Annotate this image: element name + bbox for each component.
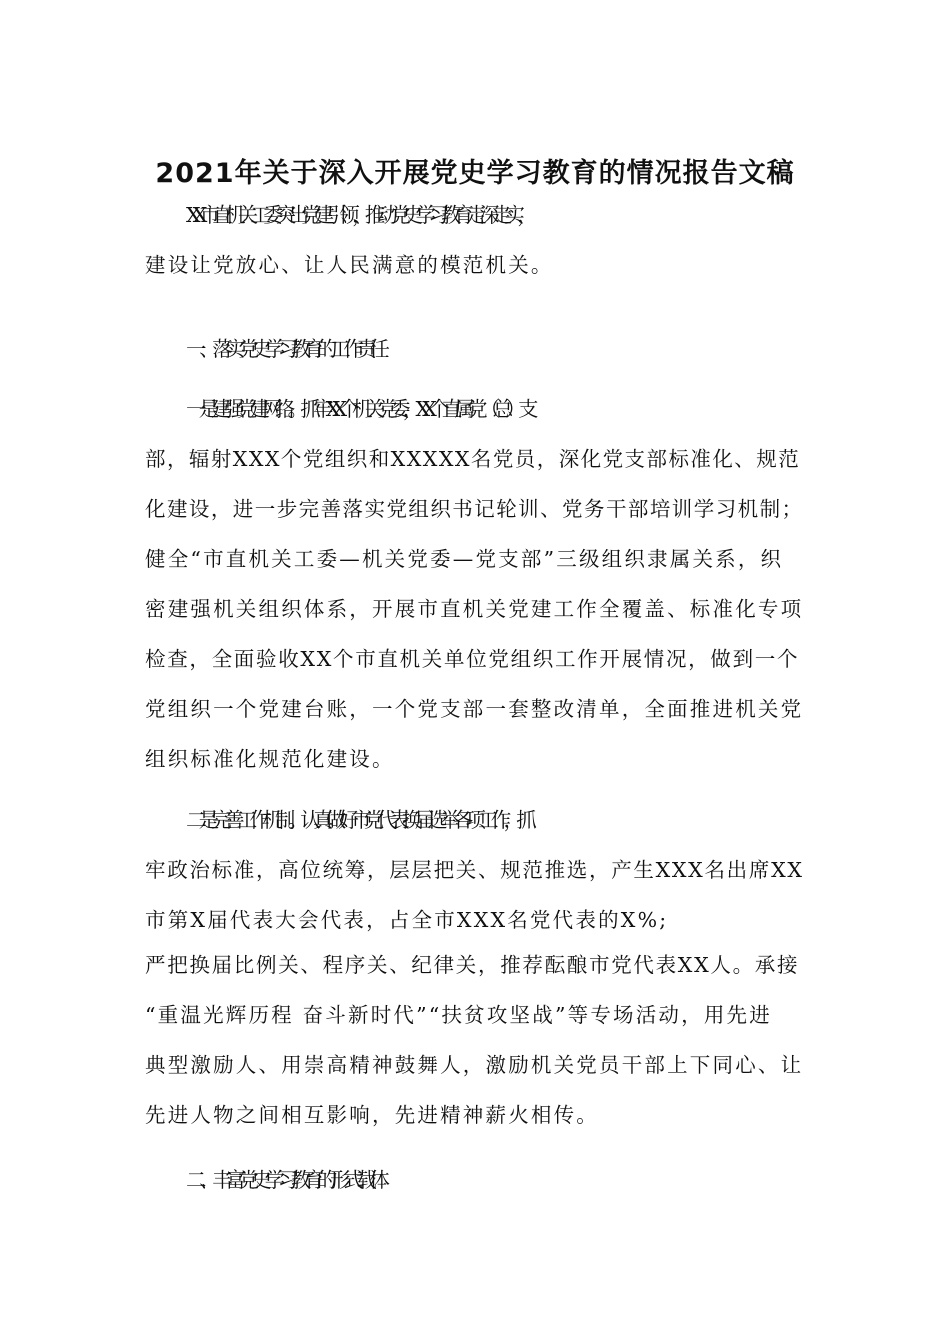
paragraph-line: 部，辐射XXX个党组织和XXXXX名党员，深化党支部标准化、规范 [145, 447, 801, 471]
paragraph-line: 严把换届比例关、程序关、纪律关，推荐酝酿市党代表XX人。承接 [145, 953, 800, 977]
paragraph-line: 检查，全面验收XX个市直机关单位党组织工作开展情况，做到一个 [145, 647, 800, 671]
paragraph-line: “重温光辉历程 奋斗新时代”“扶贫攻坚战”等专场活动，用先进 [145, 1003, 772, 1027]
paragraph-line: 典型激励人、用崇高精神鼓舞人，激励机关党员干部上下同心、让 [145, 1053, 804, 1077]
intro-paragraph [145, 190, 805, 290]
section-heading-2 [145, 1155, 805, 1205]
paragraph-line: 化建设，进一步完善落实党组织书记轮训、党务干部培训学习机制； [145, 497, 804, 521]
paragraph-line: 密建强机关组织体系，开展市直机关党建工作全覆盖、标准化专项 [145, 597, 804, 621]
paragraph-line: 党组织一个党建台账，一个党支部一套整改清单，全面推进机关党 [145, 697, 804, 721]
paragraph-line: 一是建强党建网络。抓牢XX个机关党委，XX个直属党（总）支 [186, 397, 531, 421]
paragraph-line: 二是完善工作机制。认真做好市党代表换届选举各项工作，抓 [186, 808, 529, 832]
paragraph-line: 市第X届代表大会代表，占全市XXX名党代表的X%; [145, 908, 669, 932]
section-heading-1 [145, 324, 805, 374]
paragraph-party-network [145, 384, 805, 784]
document-title: 2021年关于深入开展党史学习教育的情况报告文稿 [155, 158, 795, 189]
intro-line: XX市直机关工委突出党建引领，推动党史学习教育走深走实， [186, 203, 530, 227]
section-heading-text: 一、落实党史学习教育的工作责任 [186, 337, 383, 361]
intro-line: 建设让党放心、让人民满意的模范机关。 [145, 253, 554, 277]
paragraph-line: 健全“市直机关工委—机关党委—党支部”三级组织隶属关系，织 [145, 547, 784, 571]
paragraph-line: 组织标准化规范化建设。 [145, 747, 395, 771]
paragraph-work-mechanism [145, 795, 805, 945]
paragraph-line: 先进人物之间相互影响，先进精神薪火相传。 [145, 1103, 599, 1127]
section-heading-text: 二、丰富党史学习教育的形式载体 [186, 1168, 383, 1192]
paragraph-line: 牢政治标准，高位统筹，层层把关、规范推选，产生XXX名出席XX [145, 858, 804, 882]
paragraph-work-mechanism-continued [145, 940, 805, 1140]
